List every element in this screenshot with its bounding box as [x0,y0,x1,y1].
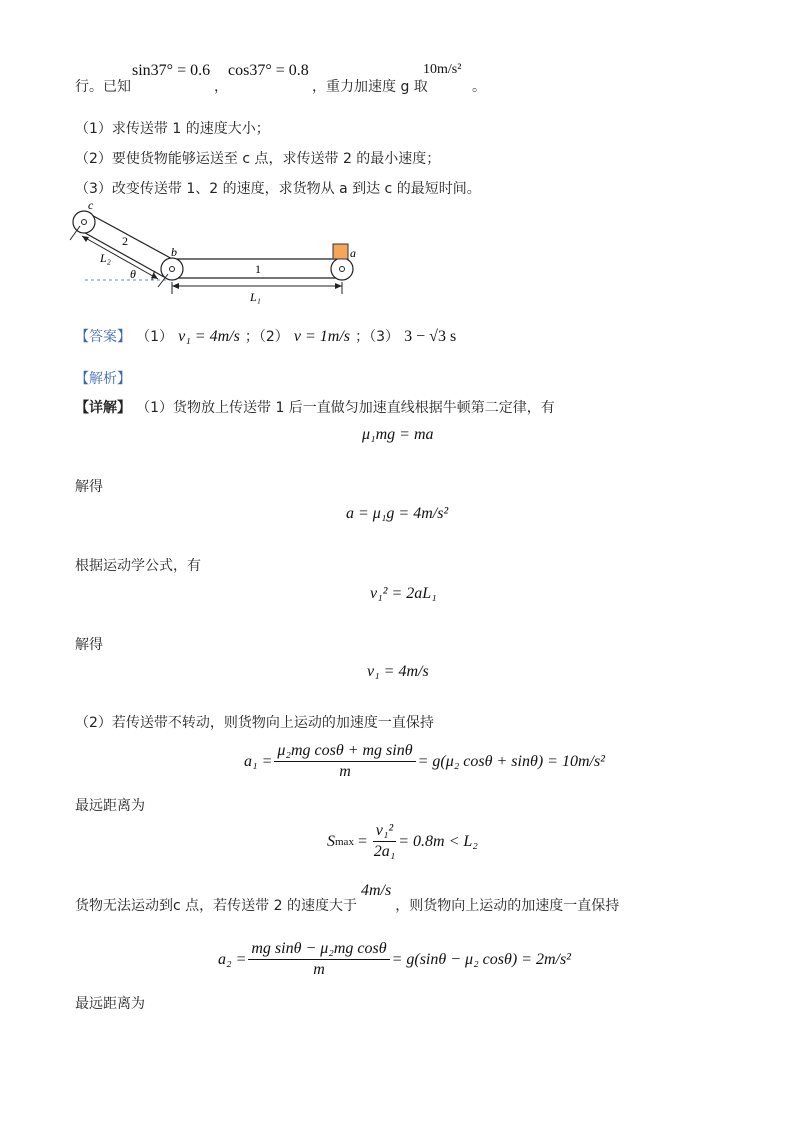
label-b: b [171,245,177,259]
cos37-value: cos37° = 0.8 [228,62,309,79]
question-2: （2）要使货物能够运送至 c 点，求传送带 2 的最小速度； [75,151,441,167]
kinematics-text: 根据运动学公式，有 [75,558,201,574]
threshold-speed: 4m/s [360,882,392,899]
eq5-fraction [274,742,415,781]
label-theta: θ [130,267,136,281]
equation-2: a = μ₁g = 4m/s² [346,505,449,522]
equation-5 [244,742,605,781]
L2-dimension-line [82,236,158,279]
eq6-lhs-sub: max [335,835,354,848]
analysis-tag: 【解析】 [75,371,131,387]
intro-end: 。 [472,79,486,95]
eq7-fraction [248,940,389,979]
eq5-numerator: μ₂mg cosθ + mg sinθ [274,742,415,762]
conveyor-diagram [60,198,380,308]
equation-7 [218,940,571,979]
detail-text-1: （1）货物放上传送带 1 后一直做匀加速直线根据牛顿第二定律，有 [136,400,555,416]
eq6-lhs: S [327,832,335,850]
label-L1: L₁ [250,290,261,304]
label-a: a [350,246,356,260]
eq6-numerator: v₁² [373,822,396,842]
detail-line-5 [75,882,620,915]
detail-text-6: 最远距离为 [75,996,145,1012]
intro-prefix: 行。已知 [75,79,131,95]
label-belt-1: 1 [255,262,261,276]
answer-line [75,326,456,346]
answer-part1-label: （1） [136,329,174,345]
pulley-b [161,258,183,280]
belt-2-bottom [78,229,164,277]
sin37-value: sin37° = 0.6 [132,62,211,79]
gravity-text: ，重力加速度 g 取 [312,79,428,95]
answer-v2: v = 1m/s [293,328,351,345]
answer-tag: 【答案】 [75,329,131,345]
detail-text-5a: 货物无法运动到c 点，若传送带 2 的速度大于 [75,898,357,914]
label-c: c [88,198,94,212]
eq6-fraction [373,822,396,861]
detail-text-5b: ，则货物向上运动的加速度一直保持 [395,898,620,914]
eq6-rhs: = 0.8m < L₂ [398,832,478,850]
answer-part3-label: ；（3） [355,329,400,345]
answer-v1: v₁ = 4m/s [178,328,240,345]
question-3: （3）改变传送带 1、2 的速度，求货物从 a 到达 c 的最短时间。 [75,181,481,197]
detail-text-3: （2）若传送带不转动，则货物向上运动的加速度一直保持 [75,715,434,731]
label-L2: L₂ [100,251,111,265]
eq7-numerator: mg sinθ − μ₂mg cosθ [248,940,389,960]
pulley-a [331,258,353,280]
separator: ， [214,79,228,95]
eq7-lhs: a₂ = [218,950,247,968]
answer-part2-label: ；（2） [244,329,289,345]
pulley-c [73,211,95,233]
equation-6 [327,822,478,861]
cargo-box [333,244,348,259]
detail-text-4: 最远距离为 [75,798,145,814]
question-1: （1）求传送带 1 的速度大小； [75,121,270,137]
eq5-rhs: = g(μ₂ cosθ + sinθ) = 10m/s² [417,752,605,770]
label-belt-2: 2 [122,234,128,248]
answer-t3: 3 − √3 s [404,328,457,345]
detail-line-1 [75,397,555,417]
eq7-rhs: = g(sinθ − μ₂ cosθ) = 2m/s² [391,950,571,968]
equation-3: v₁² = 2aL₁ [370,585,437,602]
eq6-denominator: 2a₁ [373,843,396,860]
gravity-value: 10m/s² [423,62,462,77]
eq7-denominator: m [313,961,325,978]
detail-tag: 【详解】 [75,400,131,416]
eq5-lhs: a₁ = [244,752,273,770]
eq5-denominator: m [339,763,351,780]
equation-4: v₁ = 4m/s [367,663,429,680]
solve-label-1: 解得 [75,479,103,495]
eq6-equals: = [356,832,368,850]
equation-1: μ₁mg = ma [362,426,434,443]
solve-label-2: 解得 [75,637,103,653]
